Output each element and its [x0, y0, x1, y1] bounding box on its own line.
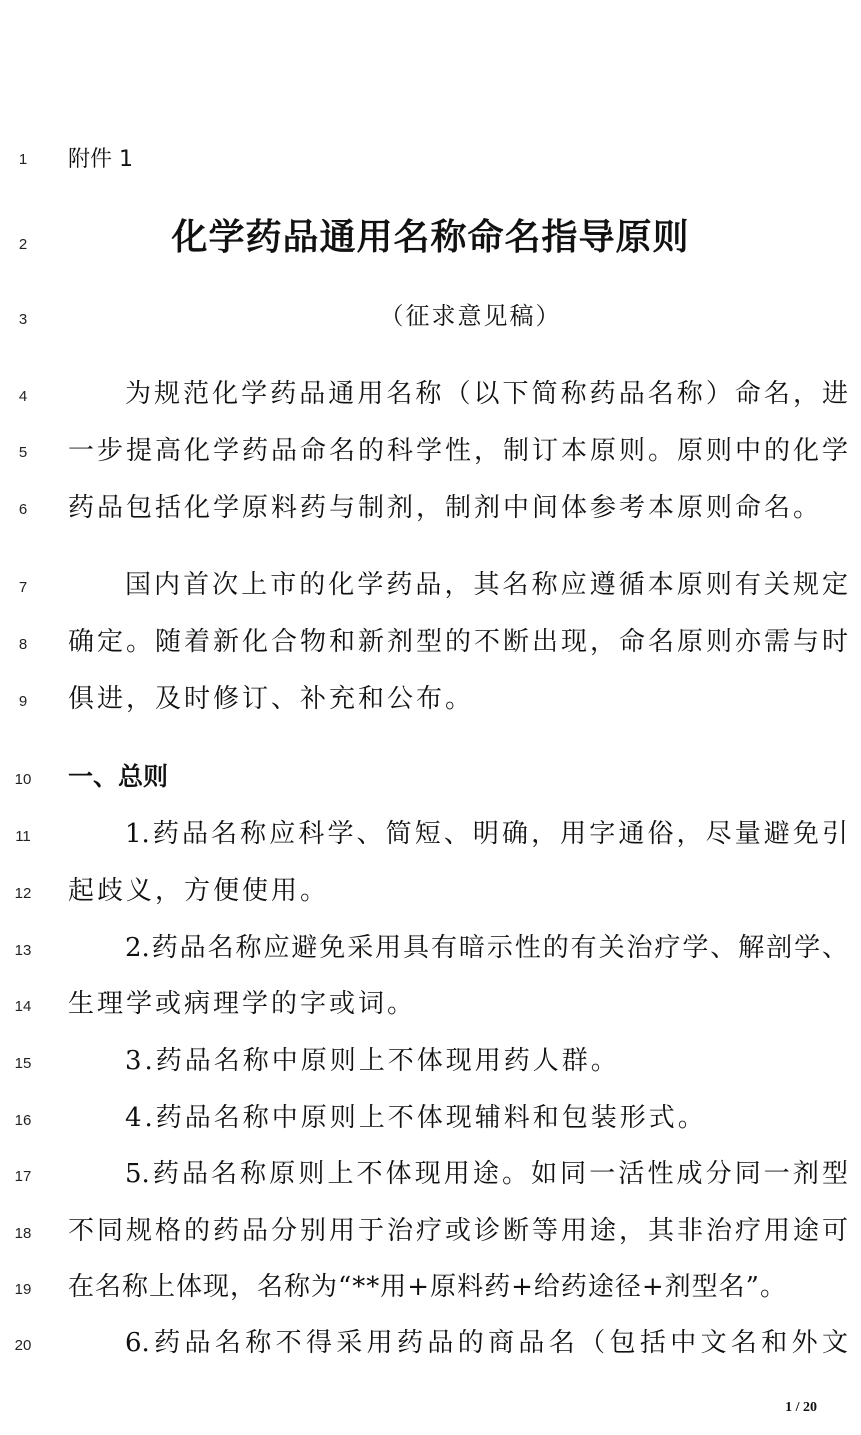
body-text-line: 一步提高化学药品命名的科学性，制订本原则。原则中的化学 — [68, 436, 848, 466]
page-number: 1 / 20 — [785, 1400, 817, 1415]
rule-text-line: 4.药品名称中原则上不体现辅料和包装形式。 — [125, 1103, 707, 1133]
line-number: 20 — [14, 1337, 32, 1354]
rule-text-line: 不同规格的药品分别用于治疗或诊断等用途，其非治疗用途可 — [68, 1216, 848, 1246]
line-number: 2 — [18, 236, 28, 253]
line-number: 6 — [18, 501, 28, 518]
body-text-line: 药品包括化学原料药与制剂，制剂中间体参考本原则命名。 — [68, 493, 823, 523]
line-number: 7 — [18, 579, 28, 596]
rule-text-line: 6.药品名称不得采用药品的商品名（包括中文名和外文 — [125, 1328, 848, 1358]
body-text-line: 俱进，及时修订、补充和公布。 — [68, 684, 475, 714]
line-number: 13 — [14, 942, 32, 959]
line-number: 15 — [14, 1055, 32, 1072]
line-number: 4 — [18, 388, 28, 405]
body-text-line: 确定。随着新化合物和新剂型的不断出现，命名原则亦需与时 — [68, 627, 848, 657]
rule-text-line: 5.药品名称原则上不体现用途。如同一活性成分同一剂型 — [125, 1159, 848, 1189]
document-title: 化学药品通用名称命名指导原则 — [171, 217, 690, 258]
rule-text-line: 起歧义，方便使用。 — [68, 876, 330, 906]
line-number: 10 — [14, 771, 32, 788]
rule-text-line: 2.药品名称应避免采用具有暗示性的有关治疗学、解剖学、 — [125, 933, 848, 963]
line-number: 19 — [14, 1281, 32, 1298]
section-heading: 一、总则 — [68, 762, 169, 791]
rule-text-line: 生理学或病理学的字或词。 — [68, 989, 417, 1019]
line-number: 17 — [14, 1168, 32, 1185]
document-subtitle: （征求意见稿） — [379, 302, 562, 330]
body-text-line: 为规范化学药品通用名称（以下简称药品名称）命名，进 — [125, 379, 848, 409]
attachment-label: 附件 1 — [68, 147, 133, 172]
line-number: 3 — [18, 311, 28, 328]
line-number: 9 — [18, 693, 28, 710]
line-number: 8 — [18, 636, 28, 653]
body-text-line: 国内首次上市的化学药品，其名称应遵循本原则有关规定 — [125, 570, 848, 600]
line-number: 5 — [18, 444, 28, 461]
line-number: 16 — [14, 1112, 32, 1129]
rule-text-line: 在名称上体现，名称为“**用+原料药+给药途径+剂型名”。 — [68, 1272, 787, 1302]
line-number: 18 — [14, 1225, 32, 1242]
line-number: 11 — [15, 828, 31, 845]
line-number: 1 — [18, 151, 28, 168]
line-number: 12 — [14, 885, 32, 902]
rule-text-line: 3.药品名称中原则上不体现用药人群。 — [125, 1046, 620, 1076]
line-number: 14 — [14, 998, 32, 1015]
rule-text-line: 1.药品名称应科学、简短、明确，用字通俗，尽量避免引 — [125, 819, 848, 849]
